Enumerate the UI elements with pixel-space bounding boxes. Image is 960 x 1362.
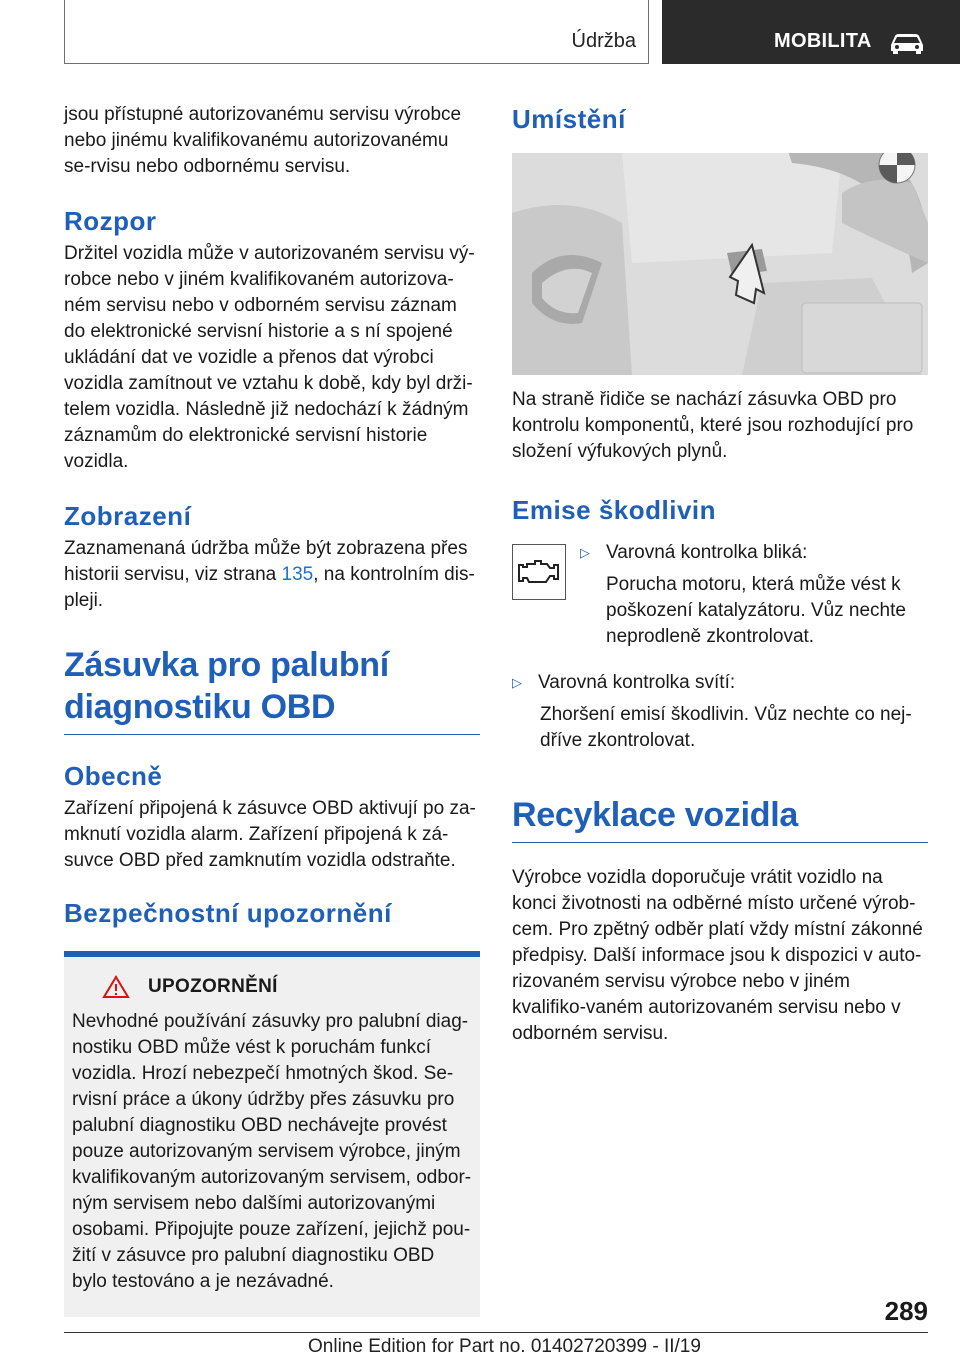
heading-rule <box>512 842 928 843</box>
left-column <box>64 100 480 1317</box>
bullet-flashing <box>580 540 928 566</box>
heading-emise: Emise škodlivin <box>512 495 717 525</box>
bullet-block-lit <box>512 670 928 754</box>
page-number: 289 <box>884 1296 928 1326</box>
heading-rozpor: Rozpor <box>64 206 157 236</box>
footer-edition: Online Edition for Part no. 01402720399 - II/19 <box>308 1336 701 1357</box>
heading-obd-socket: Zásuvka pro palubní diagnostiku OBD <box>64 646 389 726</box>
engine-warning-icon <box>517 558 561 586</box>
bullet-flashing-text: Porucha motoru, která může vést k poškození katalyzátoru. Vůz nechte neprodleně zkontrolovat. <box>606 574 906 647</box>
warning-box <box>64 951 480 1317</box>
warning-paragraph: Nevhodné používání zásuvky pro palubní diag-nostiku OBD může vést k poruchám funkcí vozidla. Hrozí nebezpečí hmotných škod. Se-rvisní práce a úkony údržby přes zásuvku pro palubní diagnostiku OBD nechávejte provést pouze autorizovaným servisem výrobce, jiným kvalifikovaným autorizovaným servisem, odbor-ným servisem nebo dalšími autorizovanými osobami. Připojujte pouze zařízení, jejichž pou-žití v zásuvce pro palubní diagnostiku OBD bylo testováno a je nezávadné. <box>72 1011 472 1292</box>
heading-recyklace: Recyklace vozidla <box>512 796 798 834</box>
header-section-box <box>64 0 649 64</box>
page-link-135[interactable]: 135 <box>281 564 314 585</box>
zobrazeni-paragraph <box>64 536 480 614</box>
photo-caption: Na straně řidiče se nachází zásuvka OBD pro kontrolu komponentů, které jsou rozhodující pro složení výfukových plynů. <box>512 389 914 462</box>
rozpor-paragraph: Držitel vozidla může v autorizovaném servisu vý-robce nebo v jiném kvalifikovaném autorizova-ném servisu nebo v odborném servisu záznam do elektronické servisní historie a s ní spojené ukládání dat ve vozidle a přenos dat výrobci vozidla zamítnout ve vztahu k době, kdy byl drži-telem vozidla. Následně již nedochází k žádným záznamům do elektronické servisní historie vozidla. <box>64 243 475 472</box>
bullet-lit-head: Varovná kontrolka svítí: <box>538 672 736 693</box>
heading-bezpecnost: Bezpečnostní upozornění <box>64 898 392 928</box>
heading-obecne: Obecně <box>64 761 163 791</box>
heading-zobrazeni: Zobrazení <box>64 501 192 531</box>
bullet-flashing-head: Varovná kontrolka bliká: <box>606 542 808 563</box>
heading-umisteni: Umístění <box>512 104 626 134</box>
engine-warning-lamp <box>512 544 566 600</box>
bullet-block-flashing <box>580 540 928 650</box>
bullet-triangle-icon: ▷ <box>580 545 590 560</box>
warning-lamp-row <box>512 540 928 650</box>
obd-location-photo <box>512 153 928 375</box>
bullet-lit <box>512 670 928 696</box>
header-section-title: Údržba <box>571 30 636 52</box>
header-chapter-tab[interactable] <box>662 0 960 64</box>
intro-paragraph: jsou přístupné autorizovanému servisu výrobce nebo jinému kvalifikovanému autorizovanému se-rvisu nebo odbornému servisu. <box>64 104 462 177</box>
obecne-paragraph: Zařízení připojená k zásuvce OBD aktivují po za-mknutí vozidla alarm. Zařízení připojená k zá-suvce OBD před zamknutím vozidla odstraňte. <box>64 798 476 871</box>
recyklace-paragraph: Výrobce vozidla doporučuje vrátit vozidlo na konci životnosti na odběrné místo určené výrob-cem. Pro zpětný odběr platí vždy místní zákonné předpisy. Další informace jsou k dispozici v auto-rizovaném servisu výrobce nebo v jiném kvalifiko-vaném autorizovaném servisu nebo v odborném servisu. <box>512 867 923 1044</box>
zobrazeni-text-1: Zaznamenaná údržba může být zobrazena přes historii servisu, viz strana <box>64 538 468 585</box>
warning-triangle-icon <box>102 975 130 999</box>
warning-label: UPOZORNĚNÍ <box>148 976 278 997</box>
right-column <box>512 100 928 1047</box>
header-chapter-label: MOBILITA <box>774 30 872 52</box>
warning-title <box>102 975 472 999</box>
bullet-lit-text: Zhoršení emisí škodlivin. Vůz nechte co nej-dříve zkontrolovat. <box>540 704 912 751</box>
obd-location-illustration <box>512 153 928 375</box>
car-icon <box>888 30 926 54</box>
heading-rule <box>64 734 480 735</box>
bullet-triangle-icon: ▷ <box>512 675 522 690</box>
zobrazeni-text-2: , na kontrolním dis-pleji. <box>64 564 475 611</box>
footer-rule <box>64 1332 928 1333</box>
